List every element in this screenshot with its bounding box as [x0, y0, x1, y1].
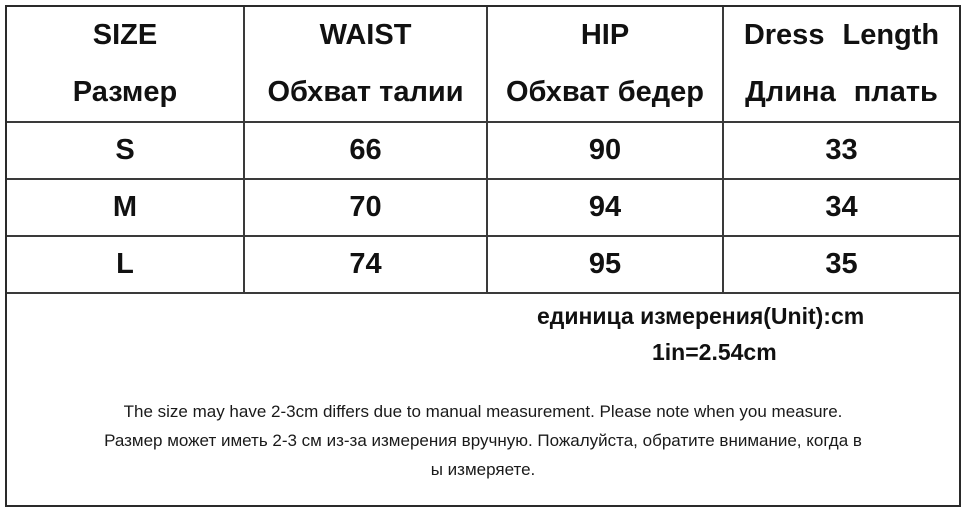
header-waist [244, 7, 487, 122]
header-size-ru: Размер [72, 76, 178, 108]
note-russian-line1: Размер может иметь 2-3 см из-за измерения вручную. Пожалуйста, обратите внимание, когда в [104, 431, 862, 450]
header-waist-ru: Обхват талии [267, 76, 464, 108]
size-table [7, 7, 959, 294]
header-hip-ru: Обхват бедер [505, 76, 704, 108]
table-header-row [7, 7, 959, 122]
cell-size: S [7, 122, 244, 179]
cell-size: L [7, 236, 244, 293]
cell-length: 34 [723, 179, 959, 236]
cell-size: M [7, 179, 244, 236]
cell-hip: 94 [487, 179, 723, 236]
size-chart [5, 5, 961, 507]
table-row [7, 122, 959, 179]
table-row [7, 179, 959, 236]
header-size-en: SIZE [92, 19, 158, 51]
header-length-ru: Длина плать [745, 76, 938, 108]
cell-hip: 90 [487, 122, 723, 179]
note-russian-line2: ы измеряете. [430, 460, 536, 479]
cell-waist: 70 [244, 179, 487, 236]
header-waist-en: WAIST [319, 19, 412, 51]
cell-waist: 74 [244, 236, 487, 293]
unit-label: единица измерения(Unit):cm [537, 303, 865, 329]
table-row [7, 236, 959, 293]
header-length-en: Dress Length [743, 19, 940, 51]
cell-hip: 95 [487, 236, 723, 293]
header-hip [487, 7, 723, 122]
cell-length: 33 [723, 122, 959, 179]
header-dress-length [723, 7, 959, 122]
cell-waist: 66 [244, 122, 487, 179]
unit-conversion: 1in=2.54cm [652, 339, 777, 365]
measurement-note [7, 397, 959, 484]
header-hip-en: HIP [580, 19, 630, 51]
cell-length: 35 [723, 236, 959, 293]
note-english: The size may have 2-3cm differs due to manual measurement. Please note when you measure. [123, 402, 843, 421]
header-size [7, 7, 244, 122]
